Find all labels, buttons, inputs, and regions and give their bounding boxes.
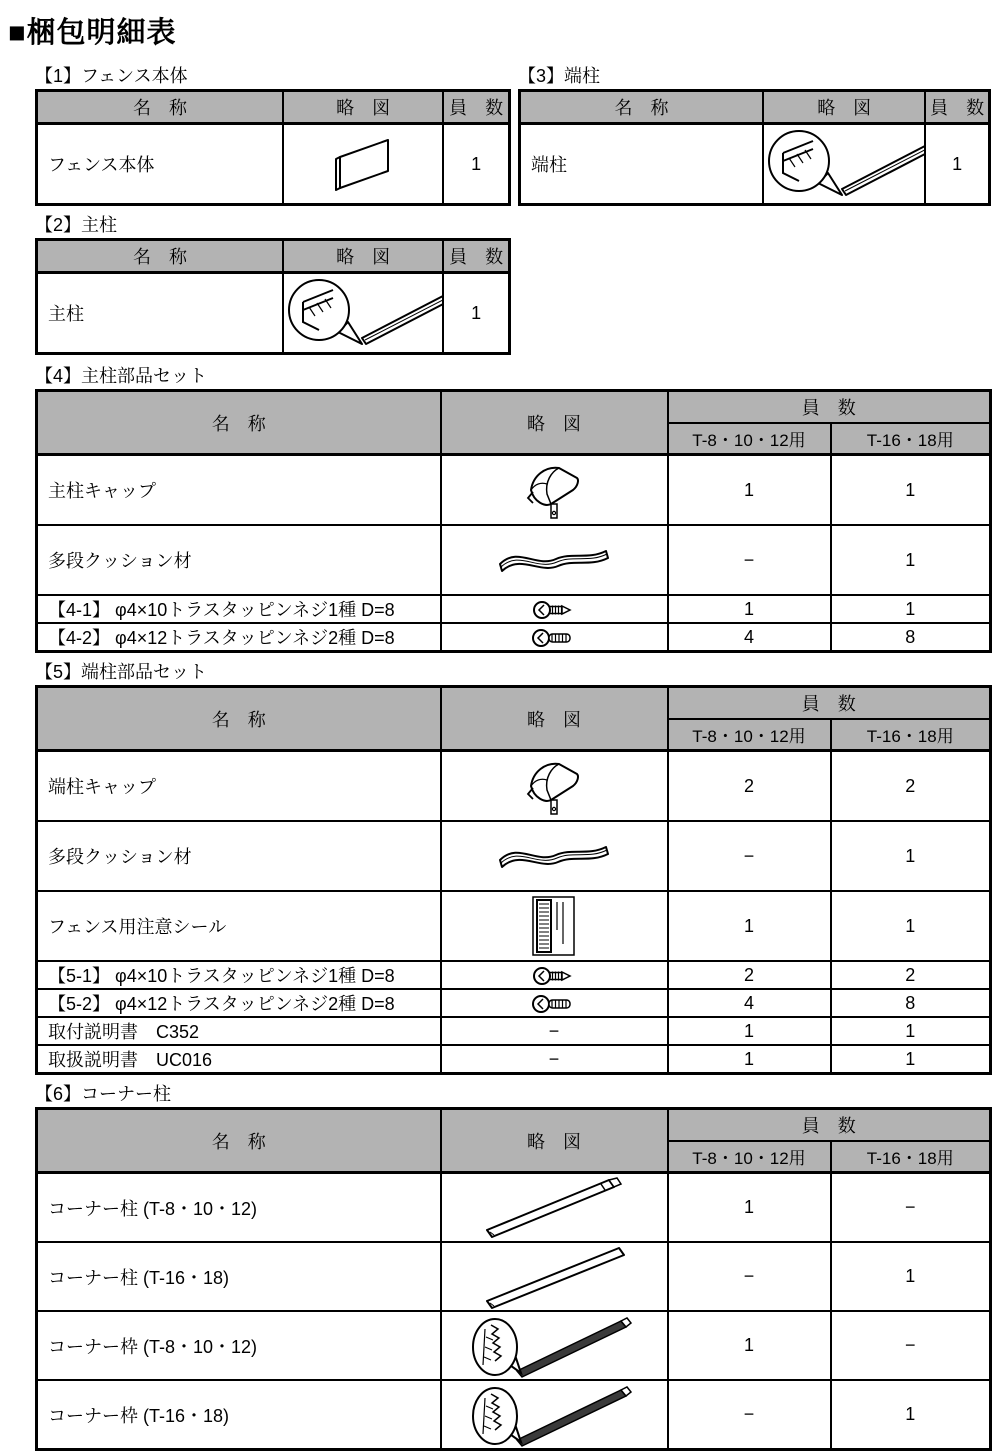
parts-table-t4 [35,389,992,653]
part-name: 取付説明書 C352 [37,1017,441,1045]
part-diagram-cell [441,1173,668,1243]
part-diagram-cell [441,623,668,652]
main-post-diagram-icon [284,276,443,350]
table-row [37,1045,991,1074]
part-qty-t8-10-12: 1 [668,455,831,526]
part-qty-t8-10-12: − [668,1242,831,1311]
corner-frame-icon [469,1382,639,1448]
part-diagram-cell [441,1045,668,1074]
table-row [37,891,991,961]
screw-tapping-type2-icon [531,994,577,1014]
part-qty-t16-18: 1 [831,1242,991,1311]
col-header-name: 名 称 [520,91,764,124]
table-row [37,961,991,989]
col-header-qty: 員 数 [668,391,991,424]
part-qty-t8-10-12: 2 [668,961,831,989]
part-name: 【5-2】 φ4×12トラスタッピンネジ2種 D=8 [37,989,441,1017]
screw-tapping-type1-icon [531,600,577,620]
part-diagram-cell [441,1380,668,1450]
screw-tapping-type2-icon [531,628,577,648]
table-row [37,124,510,205]
table-header-row [520,91,990,124]
parts-table-t1 [35,89,511,206]
col-header-name: 名 称 [37,391,441,455]
col-header-qty-t8-10-12: T-8・10・12用 [668,719,831,751]
part-diagram-cell [763,124,925,205]
col-header-diagram: 略 図 [441,1109,668,1173]
table-label-t2: 【2】主柱 [35,215,118,235]
part-qty-t8-10-12: 4 [668,989,831,1017]
part-name: コーナー枠 (T-8・10・12) [37,1311,441,1380]
part-qty: 1 [443,273,509,354]
parts-table-t5 [35,685,992,1075]
table-label-t1: 【1】フェンス本体 [35,66,188,86]
part-qty-t8-10-12: 4 [668,623,831,652]
top-row [35,57,991,357]
end-post-diagram-icon [764,127,925,201]
part-qty-t16-18: 1 [831,595,991,623]
table-header-row [37,1109,991,1142]
part-diagram-cell [441,891,668,961]
part-name: 端柱キャップ [37,751,441,822]
part-diagram-cell [441,989,668,1017]
col-header-diagram: 略 図 [441,687,668,751]
part-name: コーナー柱 (T-16・18) [37,1242,441,1311]
no-diagram-dash: − [548,1048,560,1069]
table-section-t2 [35,215,511,355]
table-row [37,455,991,526]
part-diagram-cell [441,1242,668,1311]
part-qty-t8-10-12: − [668,1380,831,1450]
fence-panel-icon [324,132,402,196]
col-header-qty-t8-10-12: T-8・10・12用 [668,1141,831,1173]
part-qty-t16-18: 1 [831,1380,991,1450]
part-qty-t8-10-12: 1 [668,1311,831,1380]
end-post-cap-icon [521,754,587,818]
part-qty-t16-18: − [831,1311,991,1380]
left-column [35,57,511,357]
part-qty-t16-18: 1 [831,1017,991,1045]
part-name: 【5-1】 φ4×10トラスタッピンネジ1種 D=8 [37,961,441,989]
part-diagram-cell [283,273,443,354]
part-qty-t16-18: − [831,1173,991,1243]
table-row [37,595,991,623]
wide-tables-area [35,366,991,1451]
table-row [37,821,991,891]
part-diagram-cell [441,1017,668,1045]
part-diagram-cell [283,124,443,205]
col-header-diagram: 略 図 [283,91,443,124]
part-name: 【4-1】 φ4×10トラスタッピンネジ1種 D=8 [37,595,441,623]
table-header-row [37,687,991,720]
table-header-row [37,391,991,424]
part-qty-t8-10-12: 1 [668,891,831,961]
cushion-strip-icon [492,540,617,580]
table-header-row [37,91,510,124]
part-qty: 1 [925,124,989,205]
col-header-qty: 員 数 [668,687,991,720]
part-name: フェンス本体 [37,124,284,205]
right-column [518,57,991,208]
part-diagram-cell [441,961,668,989]
part-qty-t16-18: 1 [831,525,991,595]
part-diagram-cell [441,525,668,595]
content-area [35,57,991,1451]
no-diagram-dash: − [548,1020,560,1041]
table-row [37,623,991,652]
col-header-name: 名 称 [37,1109,441,1173]
part-diagram-cell [441,1311,668,1380]
corner-post-icon [477,1176,632,1240]
part-diagram-cell [441,595,668,623]
parts-table-t2 [35,238,511,355]
part-qty-t8-10-12: 1 [668,1017,831,1045]
col-header-diagram: 略 図 [283,240,443,273]
table-row [37,989,991,1017]
col-header-qty: 員 数 [443,91,509,124]
col-header-diagram: 略 図 [441,391,668,455]
part-qty-t8-10-12: 2 [668,751,831,822]
table-row [37,525,991,595]
table-section-t3 [518,66,991,206]
part-qty-t16-18: 8 [831,989,991,1017]
page-title: ■梱包明細表 [8,17,177,49]
part-qty-t8-10-12: − [668,525,831,595]
col-header-name: 名 称 [37,240,284,273]
part-name: コーナー枠 (T-16・18) [37,1380,441,1450]
part-qty-t16-18: 1 [831,891,991,961]
part-qty-t16-18: 8 [831,623,991,652]
table-row [37,1380,991,1450]
table-row [37,1173,991,1243]
table-row [37,1017,991,1045]
part-name: 主柱キャップ [37,455,441,526]
main-post-cap-icon [521,458,587,522]
col-header-diagram: 略 図 [763,91,925,124]
col-header-qty-t16-18: T-16・18用 [831,719,991,751]
col-header-qty-t16-18: T-16・18用 [831,1141,991,1173]
part-name: 端柱 [520,124,764,205]
table-label-t5: 【5】端柱部品セット [35,662,208,682]
part-qty-t16-18: 2 [831,751,991,822]
part-diagram-cell [441,751,668,822]
table-section-t6 [35,1084,991,1451]
cushion-strip-icon [492,836,617,876]
part-qty-t16-18: 1 [831,1045,991,1074]
part-name: フェンス用注意シール [37,891,441,961]
part-qty-t16-18: 1 [831,821,991,891]
corner-post-plain-icon [477,1245,632,1309]
table-label-t4: 【4】主柱部品セット [35,366,208,386]
col-header-qty-t16-18: T-16・18用 [831,423,991,455]
part-diagram-cell [441,455,668,526]
col-header-qty: 員 数 [925,91,989,124]
col-header-qty: 員 数 [668,1109,991,1142]
table-section-t5 [35,662,991,1075]
part-qty-t16-18: 1 [831,455,991,526]
part-qty-t8-10-12: 1 [668,595,831,623]
fence-caution-seal-icon [529,895,579,957]
col-header-name: 名 称 [37,687,441,751]
table-label-t3: 【3】端柱 [518,66,601,86]
part-qty-t8-10-12: − [668,821,831,891]
part-qty-t8-10-12: 1 [668,1173,831,1243]
part-qty-t16-18: 2 [831,961,991,989]
parts-table-t6 [35,1107,992,1451]
table-row [37,1242,991,1311]
table-row [37,751,991,822]
part-qty-t8-10-12: 1 [668,1045,831,1074]
parts-table-t3 [518,89,991,206]
table-row [37,273,510,354]
table-section-t4 [35,366,991,653]
part-name: 多段クッション材 [37,821,441,891]
col-header-qty-t8-10-12: T-8・10・12用 [668,423,831,455]
part-name: 主柱 [37,273,284,354]
table-label-t6: 【6】コーナー柱 [35,1084,172,1104]
table-row [520,124,990,205]
part-diagram-cell [441,821,668,891]
table-section-t1 [35,66,511,206]
corner-frame-icon [469,1313,639,1379]
part-qty: 1 [443,124,509,205]
part-name: 取扱説明書 UC016 [37,1045,441,1074]
part-name: コーナー柱 (T-8・10・12) [37,1173,441,1243]
col-header-qty: 員 数 [443,240,509,273]
table-header-row [37,240,510,273]
screw-tapping-type1-icon [531,966,577,986]
part-name: 【4-2】 φ4×12トラスタッピンネジ2種 D=8 [37,623,441,652]
col-header-name: 名 称 [37,91,284,124]
table-row [37,1311,991,1380]
part-name: 多段クッション材 [37,525,441,595]
